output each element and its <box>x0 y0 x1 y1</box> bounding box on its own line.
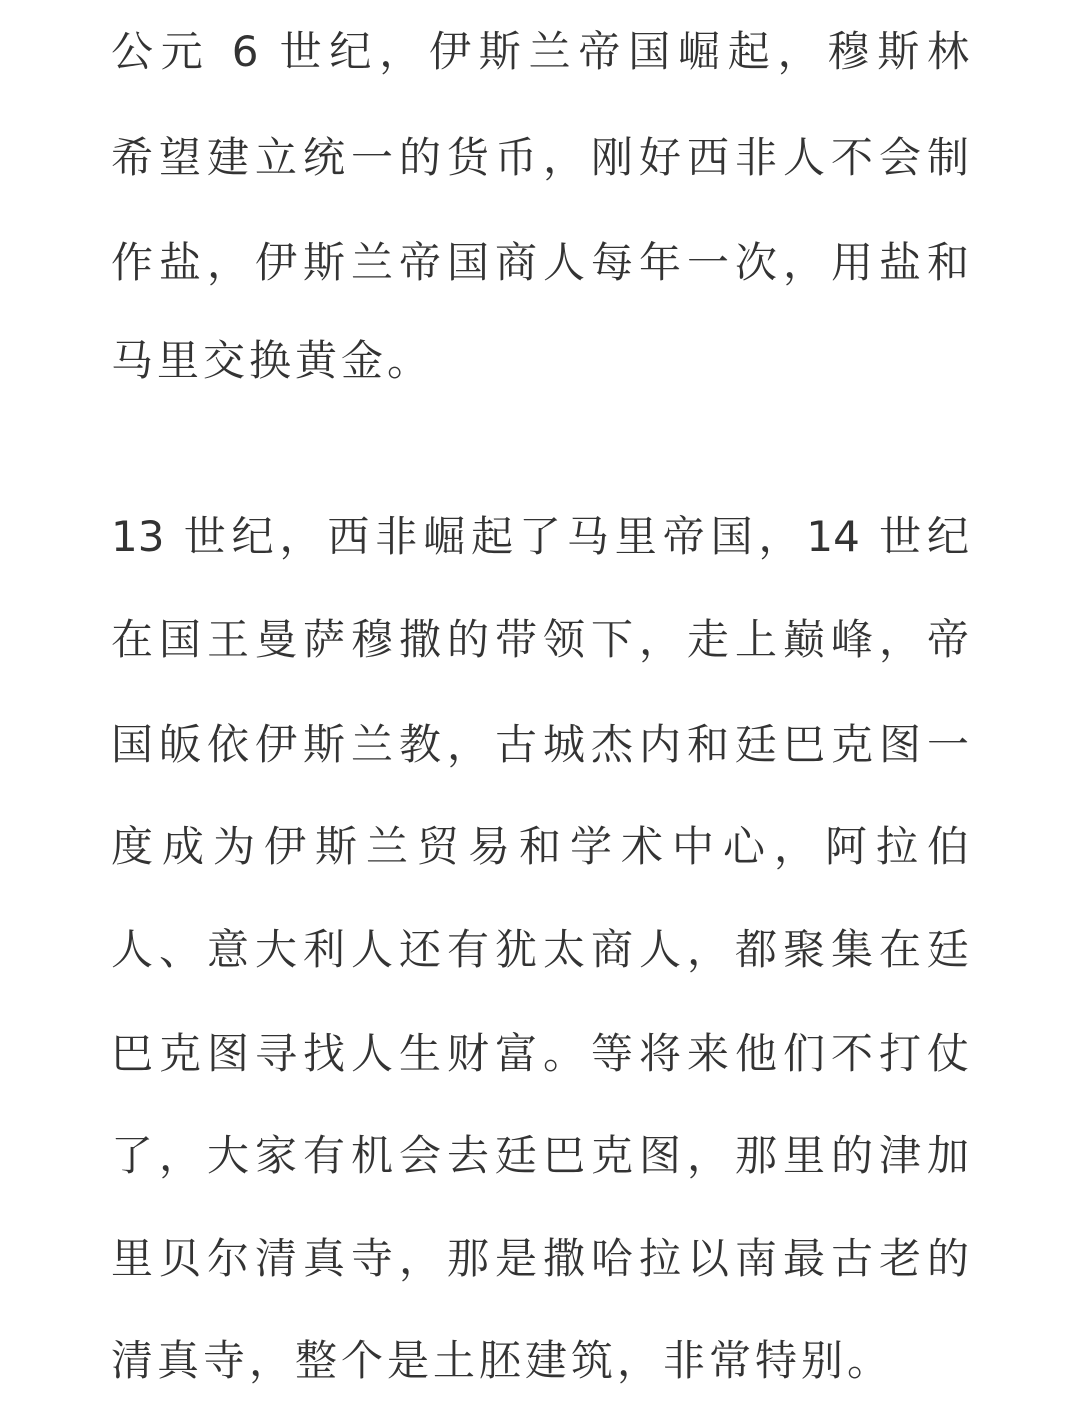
text-line: 希望建立统一的货币，刚好西非人不会制 <box>111 133 969 182</box>
text-line: 在国王曼萨穆撒的带领下，走上巅峰，帝 <box>111 615 969 664</box>
text-line: 马里交换黄金。 <box>111 336 434 385</box>
text-line: 13 世纪，西非崛起了马里帝国，14 世纪 <box>111 512 969 561</box>
text-line: 人、意大利人还有犹太商人，都聚集在廷 <box>111 925 969 974</box>
text-line: 巴克图寻找人生财富。等将来他们不打仗 <box>111 1029 969 1078</box>
text-line: 里贝尔清真寺，那是撒哈拉以南最古老的 <box>111 1234 969 1283</box>
text-line: 公元 6 世纪，伊斯兰帝国崛起，穆斯林 <box>111 27 969 76</box>
text-line: 国皈依伊斯兰教，古城杰内和廷巴克图一 <box>111 720 969 769</box>
text-line: 了，大家有机会去廷巴克图，那里的津加 <box>111 1131 969 1180</box>
text-line: 作盐，伊斯兰帝国商人每年一次，用盐和 <box>111 238 969 287</box>
text-line: 清真寺，整个是土胚建筑，非常特别。 <box>111 1336 894 1385</box>
text-line: 度成为伊斯兰贸易和学术中心，阿拉伯 <box>111 822 969 871</box>
